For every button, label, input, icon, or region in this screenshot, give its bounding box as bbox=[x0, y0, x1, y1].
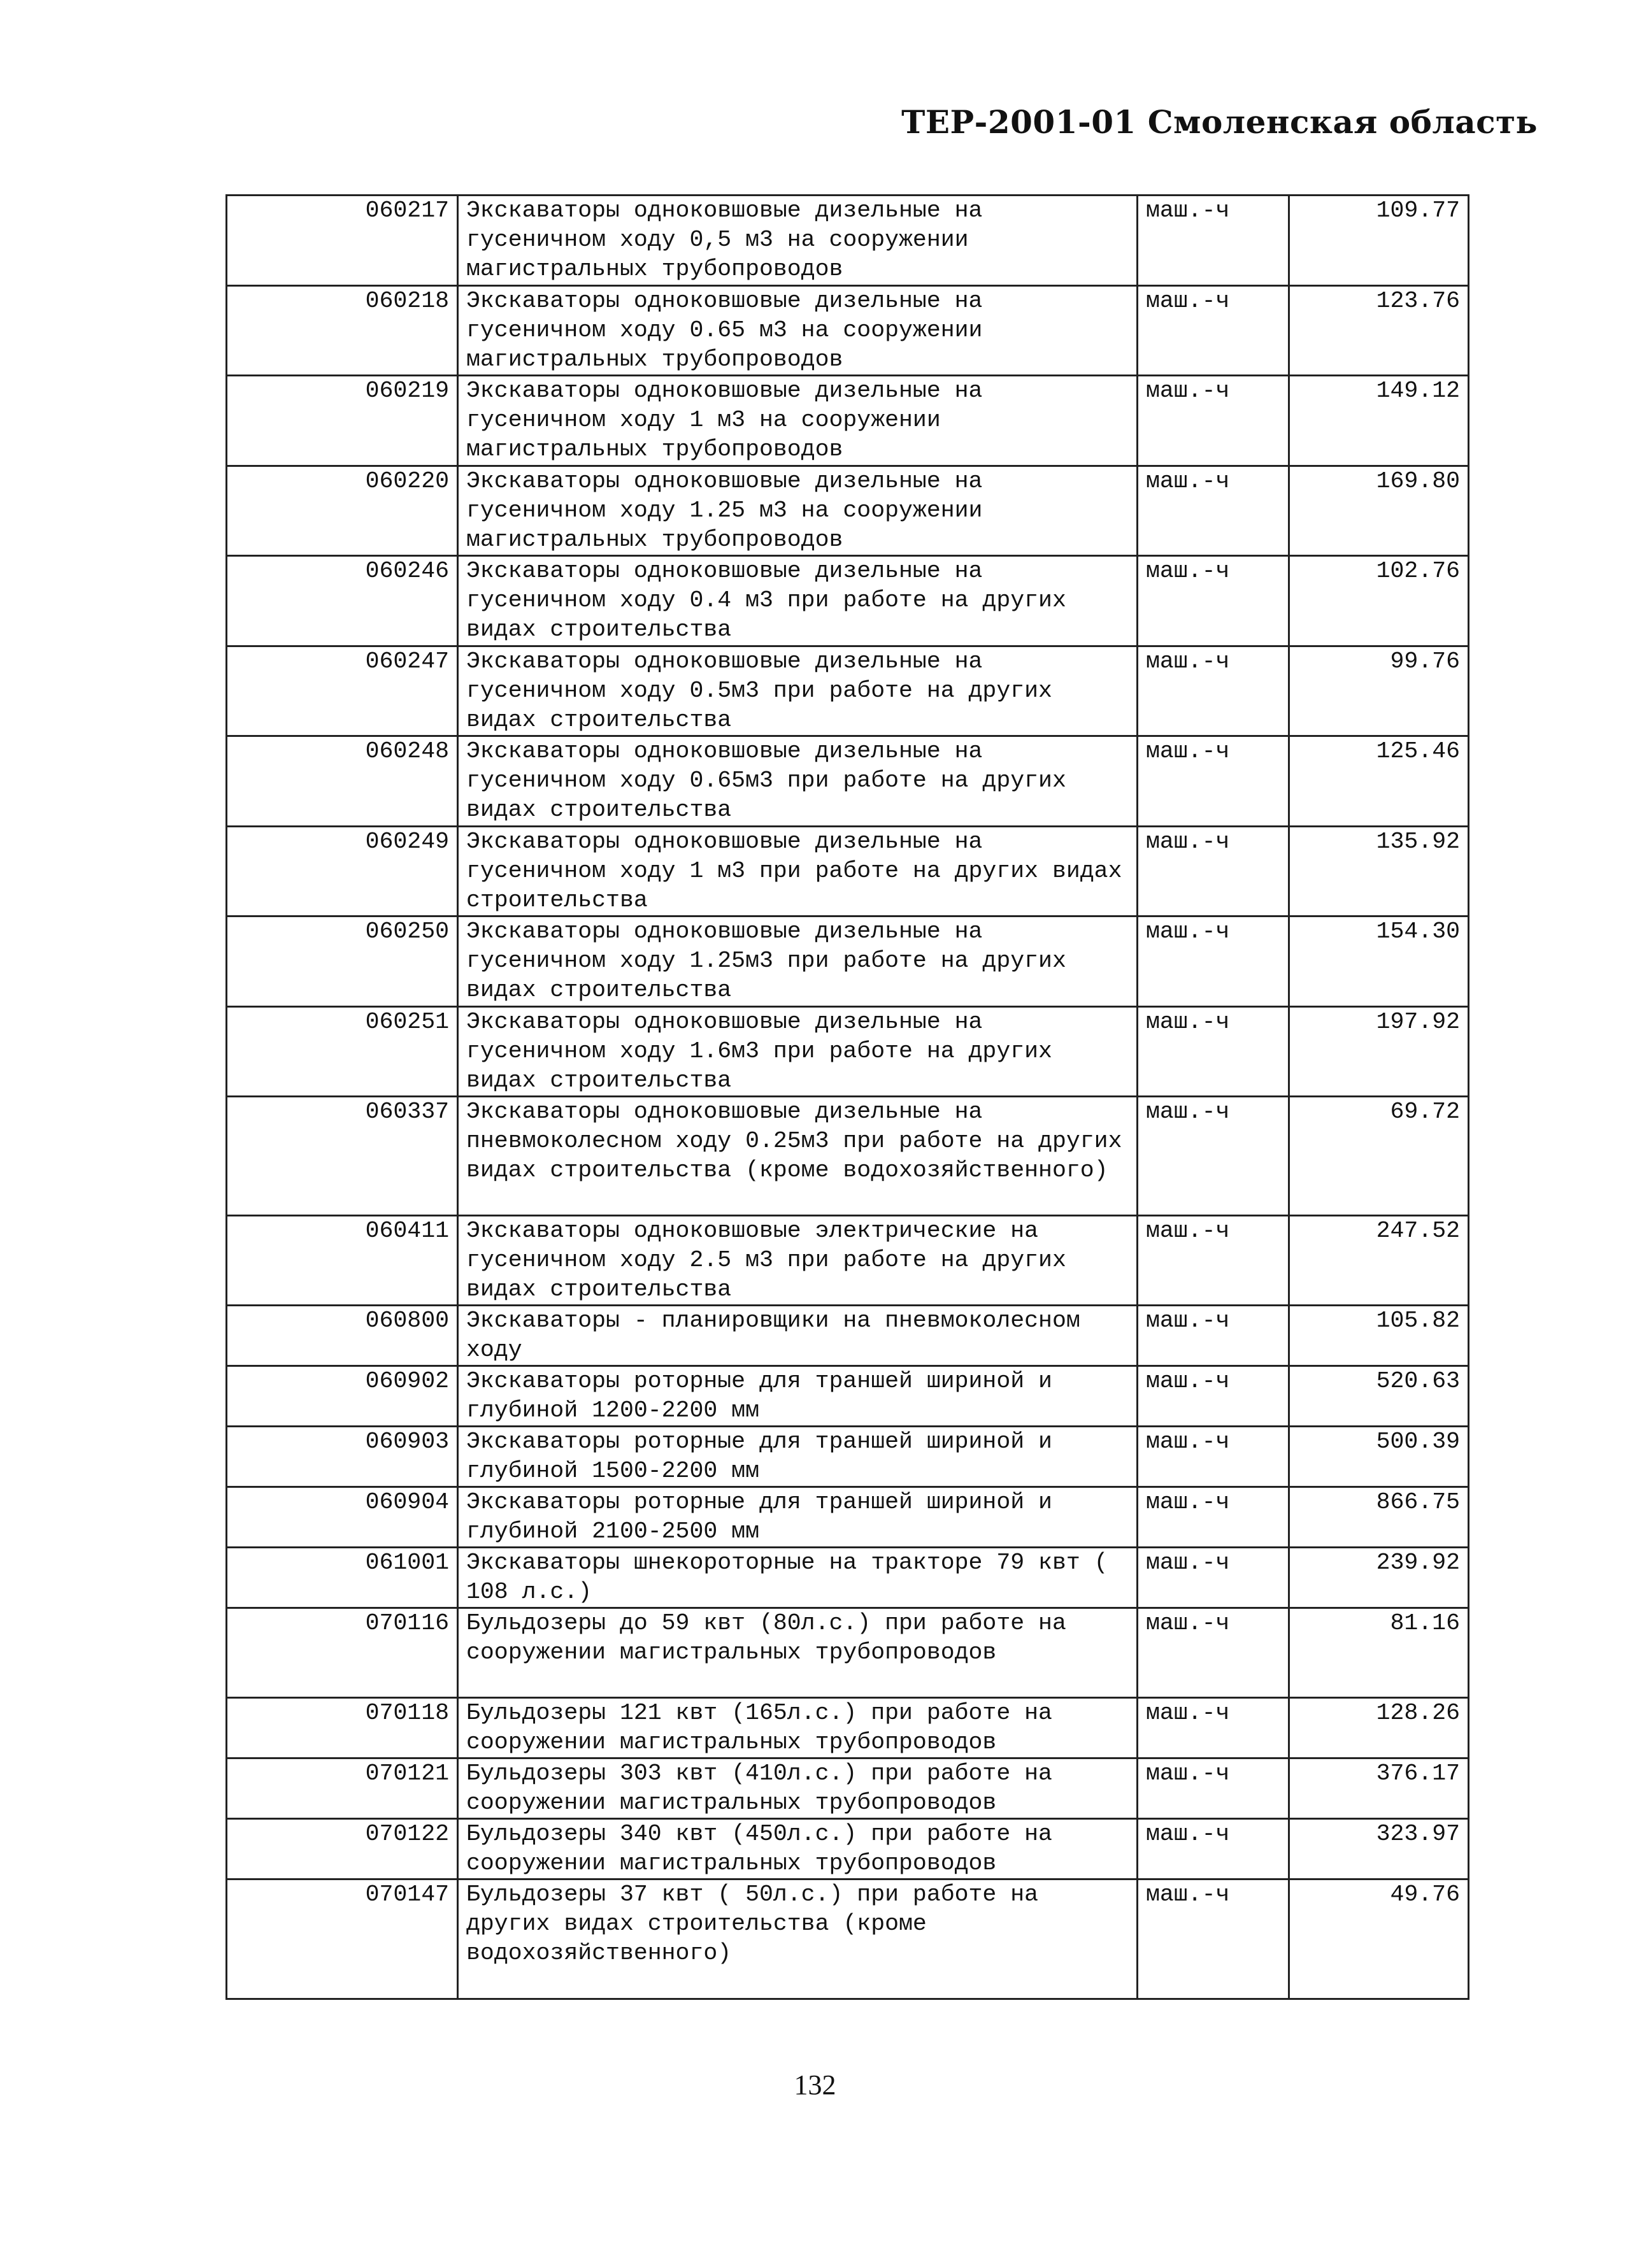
table-row bbox=[227, 1698, 1469, 1758]
row-unit: маш.-ч bbox=[1138, 1007, 1289, 1097]
row-description: Экскаваторы одноковшовые дизельные на гусеничном ходу 1.25 м3 на сооружении магистральных трубопроводов bbox=[458, 466, 1138, 556]
table-row bbox=[227, 1366, 1469, 1427]
table-row bbox=[227, 1879, 1469, 1999]
row-unit: маш.-ч bbox=[1138, 916, 1289, 1007]
table-row bbox=[227, 286, 1469, 376]
row-price: 99.76 bbox=[1289, 646, 1469, 736]
row-code: 060902 bbox=[227, 1366, 458, 1427]
row-description: Бульдозеры 121 квт (165л.с.) при работе на сооружении магистральных трубопроводов bbox=[458, 1698, 1138, 1758]
row-description: Экскаваторы одноковшовые дизельные на гусеничном ходу 0.5м3 при работе на других видах строительства bbox=[458, 646, 1138, 736]
row-description: Экскаваторы одноковшовые дизельные на гусеничном ходу 0.4 м3 при работе на других видах строительства bbox=[458, 556, 1138, 646]
row-price: 500.39 bbox=[1289, 1427, 1469, 1487]
row-description: Экскаваторы роторные для траншей шириной и глубиной 2100-2500 мм bbox=[458, 1487, 1138, 1548]
table-row bbox=[227, 1487, 1469, 1548]
row-unit: маш.-ч bbox=[1138, 1216, 1289, 1306]
rates-table bbox=[225, 194, 1469, 2000]
row-code: 070122 bbox=[227, 1819, 458, 1879]
row-unit: маш.-ч bbox=[1138, 1487, 1289, 1548]
row-price: 239.92 bbox=[1289, 1548, 1469, 1608]
row-code: 060904 bbox=[227, 1487, 458, 1548]
row-description: Экскаваторы одноковшовые дизельные на гусеничном ходу 1 м3 на сооружении магистральных трубопроводов bbox=[458, 376, 1138, 466]
row-code: 060218 bbox=[227, 286, 458, 376]
row-price: 49.76 bbox=[1289, 1879, 1469, 1999]
row-price: 105.82 bbox=[1289, 1306, 1469, 1366]
row-unit: маш.-ч bbox=[1138, 556, 1289, 646]
row-unit: маш.-ч bbox=[1138, 286, 1289, 376]
row-unit: маш.-ч bbox=[1138, 736, 1289, 827]
table-row bbox=[227, 646, 1469, 736]
row-price: 102.76 bbox=[1289, 556, 1469, 646]
table-row bbox=[227, 1427, 1469, 1487]
table-row bbox=[227, 1097, 1469, 1216]
row-code: 060217 bbox=[227, 196, 458, 286]
row-price: 125.46 bbox=[1289, 736, 1469, 827]
row-price: 69.72 bbox=[1289, 1097, 1469, 1216]
row-code: 070147 bbox=[227, 1879, 458, 1999]
row-description: Экскаваторы одноковшовые электрические на гусеничном ходу 2.5 м3 при работе на других видах строительства bbox=[458, 1216, 1138, 1306]
table-row bbox=[227, 1819, 1469, 1879]
table-row bbox=[227, 916, 1469, 1007]
row-price: 135.92 bbox=[1289, 827, 1469, 916]
row-code: 070118 bbox=[227, 1698, 458, 1758]
table-row bbox=[227, 736, 1469, 827]
row-price: 197.92 bbox=[1289, 1007, 1469, 1097]
row-code: 060251 bbox=[227, 1007, 458, 1097]
row-unit: маш.-ч bbox=[1138, 1306, 1289, 1366]
row-price: 154.30 bbox=[1289, 916, 1469, 1007]
row-price: 169.80 bbox=[1289, 466, 1469, 556]
row-price: 323.97 bbox=[1289, 1819, 1469, 1879]
row-description: Бульдозеры до 59 квт (80л.с.) при работе на сооружении магистральных трубопроводов bbox=[458, 1608, 1138, 1698]
page-number: 132 bbox=[794, 2069, 836, 2100]
row-price: 149.12 bbox=[1289, 376, 1469, 466]
row-code: 060411 bbox=[227, 1216, 458, 1306]
table-row bbox=[227, 1608, 1469, 1698]
row-description: Экскаваторы одноковшовые дизельные на пневмоколесном ходу 0.25м3 при работе на других видах строительства (кроме водохозяйственного) bbox=[458, 1097, 1138, 1216]
row-unit: маш.-ч bbox=[1138, 1758, 1289, 1819]
table-row bbox=[227, 1306, 1469, 1366]
row-code: 060250 bbox=[227, 916, 458, 1007]
row-code: 060800 bbox=[227, 1306, 458, 1366]
row-code: 060248 bbox=[227, 736, 458, 827]
table-row bbox=[227, 1758, 1469, 1819]
row-description: Экскаваторы - планировщики на пневмоколесном ходу bbox=[458, 1306, 1138, 1366]
row-price: 81.16 bbox=[1289, 1608, 1469, 1698]
row-price: 128.26 bbox=[1289, 1698, 1469, 1758]
row-price: 866.75 bbox=[1289, 1487, 1469, 1548]
row-unit: маш.-ч bbox=[1138, 646, 1289, 736]
row-price: 109.77 bbox=[1289, 196, 1469, 286]
row-unit: маш.-ч bbox=[1138, 196, 1289, 286]
row-description: Бульдозеры 303 квт (410л.с.) при работе на сооружении магистральных трубопроводов bbox=[458, 1758, 1138, 1819]
row-description: Экскаваторы шнекороторные на тракторе 79 квт ( 108 л.с.) bbox=[458, 1548, 1138, 1608]
row-description: Экскаваторы одноковшовые дизельные на гусеничном ходу 0,5 м3 на сооружении магистральных трубопроводов bbox=[458, 196, 1138, 286]
row-code: 070116 bbox=[227, 1608, 458, 1698]
row-description: Бульдозеры 37 квт ( 50л.с.) при работе на других видах строительства (кроме водохозяйственного) bbox=[458, 1879, 1138, 1999]
row-unit: маш.-ч bbox=[1138, 1427, 1289, 1487]
row-price: 247.52 bbox=[1289, 1216, 1469, 1306]
row-unit: маш.-ч bbox=[1138, 1608, 1289, 1698]
page-header: ТЕР-2001-01 Смоленская область bbox=[901, 103, 1538, 141]
row-unit: маш.-ч bbox=[1138, 1879, 1289, 1999]
row-unit: маш.-ч bbox=[1138, 376, 1289, 466]
row-unit: маш.-ч bbox=[1138, 827, 1289, 916]
row-price: 520.63 bbox=[1289, 1366, 1469, 1427]
row-description: Бульдозеры 340 квт (450л.с.) при работе на сооружении магистральных трубопроводов bbox=[458, 1819, 1138, 1879]
row-code: 060247 bbox=[227, 646, 458, 736]
row-code: 060903 bbox=[227, 1427, 458, 1487]
table-row bbox=[227, 1548, 1469, 1608]
row-code: 070121 bbox=[227, 1758, 458, 1819]
row-description: Экскаваторы одноковшовые дизельные на гусеничном ходу 1.25м3 при работе на других видах строительства bbox=[458, 916, 1138, 1007]
row-code: 060220 bbox=[227, 466, 458, 556]
row-description: Экскаваторы одноковшовые дизельные на гусеничном ходу 0.65 м3 на сооружении магистральных трубопроводов bbox=[458, 286, 1138, 376]
row-code: 060337 bbox=[227, 1097, 458, 1216]
row-description: Экскаваторы одноковшовые дизельные на гусеничном ходу 1.6м3 при работе на других видах строительства bbox=[458, 1007, 1138, 1097]
row-code: 060246 bbox=[227, 556, 458, 646]
row-unit: маш.-ч bbox=[1138, 1819, 1289, 1879]
row-unit: маш.-ч bbox=[1138, 1097, 1289, 1216]
table-row bbox=[227, 1007, 1469, 1097]
row-description: Экскаваторы одноковшовые дизельные на гусеничном ходу 1 м3 при работе на других видах строительства bbox=[458, 827, 1138, 916]
table-row bbox=[227, 827, 1469, 916]
table-row bbox=[227, 376, 1469, 466]
row-code: 060249 bbox=[227, 827, 458, 916]
row-unit: маш.-ч bbox=[1138, 1548, 1289, 1608]
row-price: 376.17 bbox=[1289, 1758, 1469, 1819]
row-unit: маш.-ч bbox=[1138, 1698, 1289, 1758]
table-row bbox=[227, 556, 1469, 646]
row-unit: маш.-ч bbox=[1138, 466, 1289, 556]
row-code: 060219 bbox=[227, 376, 458, 466]
table-row bbox=[227, 1216, 1469, 1306]
row-code: 061001 bbox=[227, 1548, 458, 1608]
row-description: Экскаваторы одноковшовые дизельные на гусеничном ходу 0.65м3 при работе на других видах строительства bbox=[458, 736, 1138, 827]
table-row bbox=[227, 196, 1469, 286]
table-row bbox=[227, 466, 1469, 556]
row-unit: маш.-ч bbox=[1138, 1366, 1289, 1427]
row-description: Экскаваторы роторные для траншей шириной и глубиной 1200-2200 мм bbox=[458, 1366, 1138, 1427]
row-description: Экскаваторы роторные для траншей шириной и глубиной 1500-2200 мм bbox=[458, 1427, 1138, 1487]
row-price: 123.76 bbox=[1289, 286, 1469, 376]
